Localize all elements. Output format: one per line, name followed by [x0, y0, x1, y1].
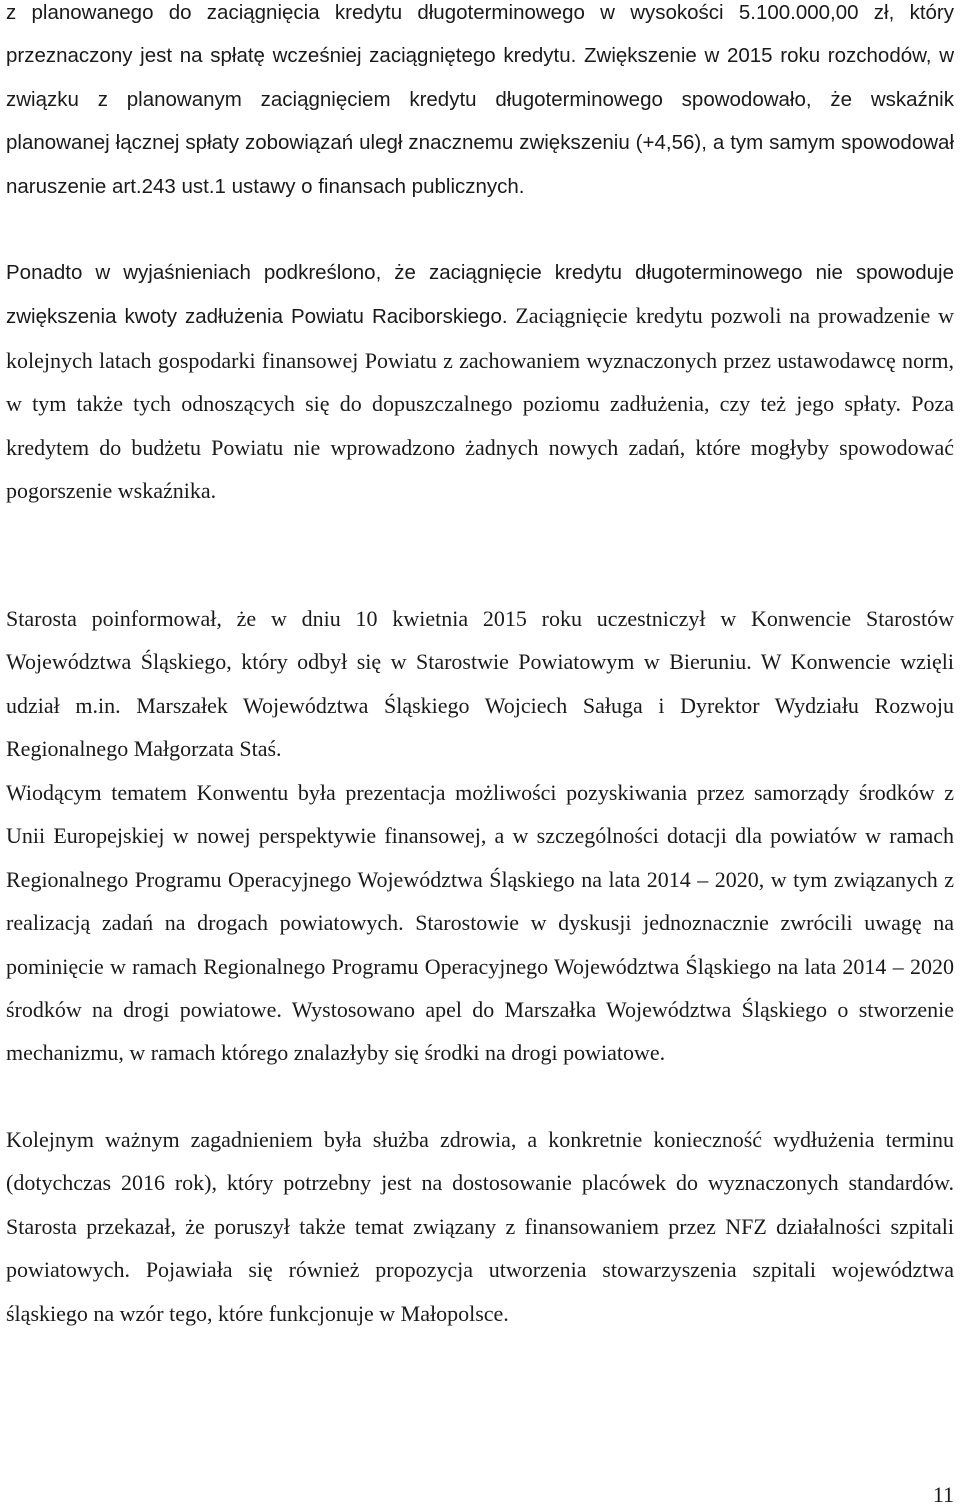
paragraph-loan-ratio: z planowanego do zaciągnięcia kredytu długoterminowego w wysokości 5.100.000,00 zł, który przeznaczony jest na spłatę wcześniej zaciągniętego kredytu. Zwiększenie w 2015 roku rozchodów, w związku z planowanym zaciągnięciem kredytu długoterminowego spowodowało, że wskaźnik planowanej łącznej spłaty zobowiązań uległ znacznemu zwiększeniu (+4,56), a tym samym spowodował naruszenie art.243 ust.1 ustawy o finansach publicznych.	[6, 1, 954, 198]
paragraph-health-service: Kolejnym ważnym zagadnieniem była służba zdrowia, a konkretnie konieczność wydłużenia terminu (dotychczas 2016 rok), który potrzebny jest na dostosowanie placówek do wyznaczonych standardów. Starosta przekazał, że poruszył także temat związany z finansowaniem przez NFZ działalności szpitali powiatowych. Pojawiała się również propozycja utworzenia stowarzyszenia szpitali województwa śląskiego na wzór tego, które funkcjonuje w Małopolsce.	[6, 1127, 954, 1326]
paragraph-explanations-sans-text: Ponadto w wyjaśnieniach podkreślono, że zaciągnięcie kredytu długoterminowego nie spowoduje zwiększenia kwoty zadłużenia Powiatu Raciborskiego.	[6, 261, 954, 329]
paragraph-convention: Starosta poinformował, że w dniu 10 kwietnia 2015 roku uczestniczył w Konwencie Starostów Województwa Śląskiego, który odbył się w Starostwie Powiatowym w Bieruniu. W Konwencie wzięli udział m.in. Marszałek Województwa Śląskiego Wojciech Saługa i Dyrektor Wydziału Rozwoju Regionalnego Małgorzata Staś.	[6, 606, 954, 762]
paragraph-explanations	[6, 250, 954, 512]
paragraph-explanations-serif-text: Zaciągnięcie kredytu pozwoli na prowadzenie w kolejnych latach gospodarki finansowej Powiatu z zachowaniem wyznaczonych przez ustawodawcę norm, w tym także tych odnoszących się do dopuszczalnego poziomu zadłużenia, czy też jego spłaty. Poza kredytem do budżetu Powiatu nie wprowadzono żadnych nowych zadań, które mogłyby spowodować pogorszenie wskaźnika.	[6, 303, 954, 504]
page-number: 11	[932, 1482, 954, 1507]
paragraph-eu-funds: Wiodącym tematem Konwentu była prezentacja możliwości pozyskiwania przez samorządy środków z Unii Europejskiej w nowej perspektywie finansowej, a w szczególności dotacji dla powiatów w ramach Regionalnego Programu Operacyjnego Województwa Śląskiego na lata 2014 – 2020, w tym związanych z realizacją zadań na drogach powiatowych. Starostowie w dyskusji jednoznacznie zwrócili uwagę na pominięcie w ramach Regionalnego Programu Operacyjnego Województwa Śląskiego na lata 2014 – 2020 środków na drogi powiatowe. Wystosowano apel do Marszałka Województwa Śląskiego o stworzenie mechanizmu, w ramach którego znalazłyby się środki na drogi powiatowe.	[6, 780, 954, 1066]
